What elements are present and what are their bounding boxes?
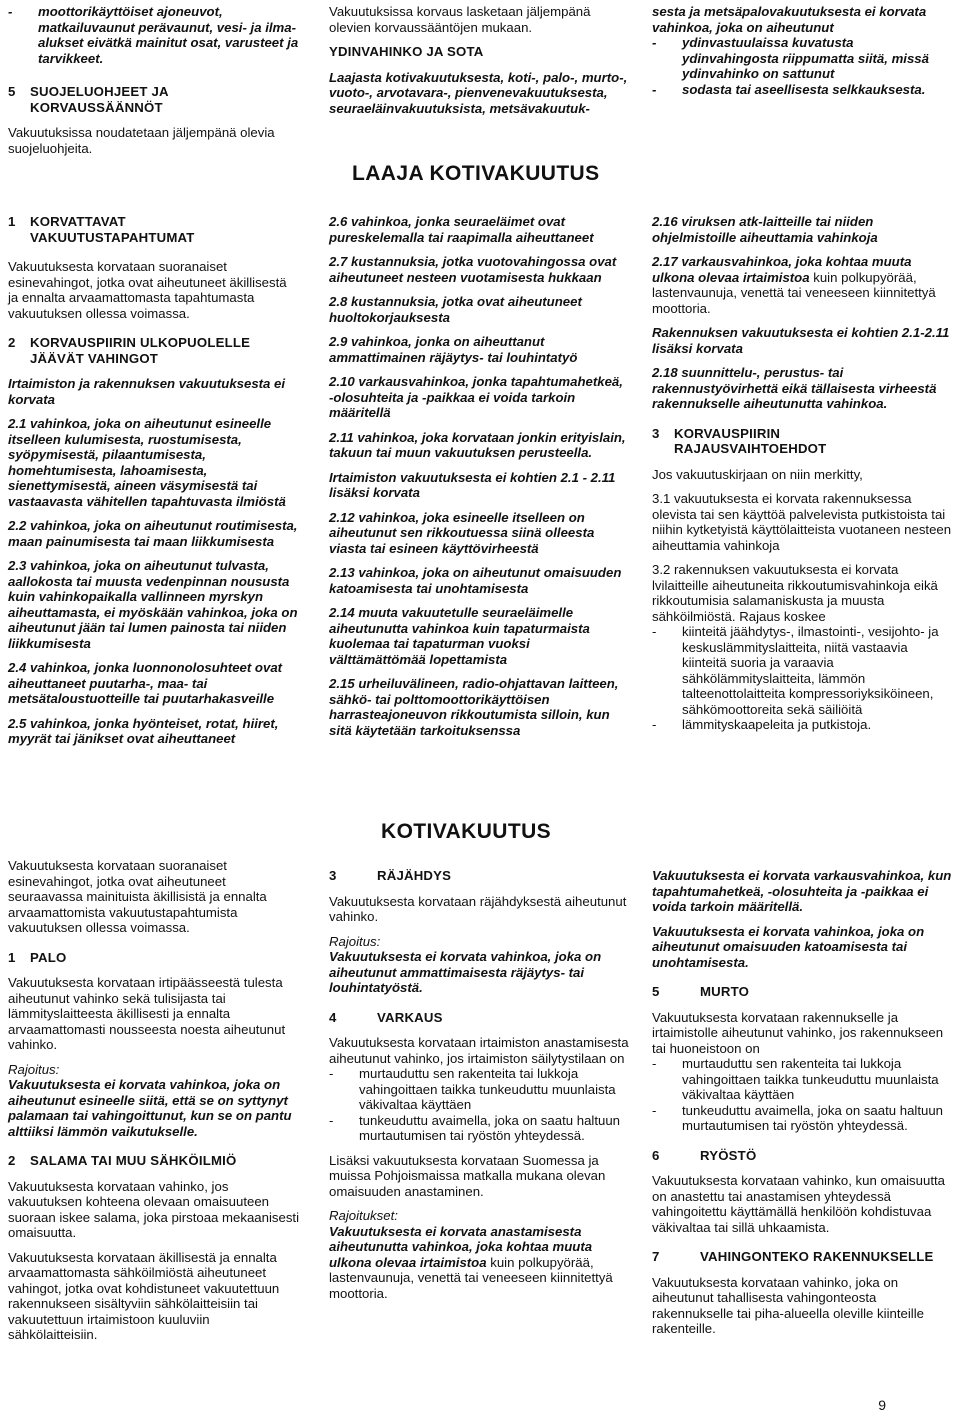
top-column-3 [652, 4, 952, 106]
paragraph: Vakuutuksesta korvataan suoranaiset esinevahingot, jotka ovat aiheutuneet äkillisestä ja ennalta arvaamattomasta tapahtumasta vakuutuksen ollessa voimassa. [8, 259, 287, 321]
paragraph: Vakuutuksesta ei korvata anastamisesta aiheutunutta vahinkoa, joka kohtaa muuta ulkona olevaa irtaimistoa kuin polkupyörää, lastenvaunuja, venettä tai veneeseen kiinnitettyä moottoria. [329, 1223, 613, 1301]
paragraph: 2.15 urheiluvälineen, radio-ohjattavan laitteen, sähkö- tai polttomoottorikäyttöisen harrasteajoneuvon rikkoutumista silloin, kun sitä käytetään tarkoituksenssa [329, 676, 619, 738]
paragraph: 2.11 vahinkoa, joka korvataan jonkin erityislain, takuun tai muun vakuutuksen perusteella. [329, 429, 626, 460]
bullet-list [652, 624, 952, 733]
paragraph: Irtaimiston vakuutuksesta ei kohtien 2.1 - 2.11 lisäksi korvata [329, 469, 616, 500]
section-5-text: Vakuutuksissa noudatetaan jäljempänä olevia suojeluohjeita. [8, 125, 275, 156]
paragraph: Vakuutuksesta korvataan irtipäässeestä tulesta aiheutunut vahinko sekä tulisijasta tai lämmityslaitteesta äkillisesti ja ennalta arvaamattomasti nousseesta noesta aiheutunut vahinko. [8, 975, 286, 1052]
paragraph: 2.1 vahinkoa, joka on aiheutunut esineelle itselleen kulumisesta, ruostumisesta, syöpymisestä, pilaantumisesta, homehtumisesta, lahoamisesta, sienettymisestä, aineen väsymisestä tai vastaavasta vähitellen tapahtuvasta ilmiöstä [8, 416, 286, 509]
section-5-heading: 5 SUOJELUOHJEET JA KORVAUSSÄÄNNÖT [8, 84, 169, 115]
paragraph: 2.6 vahinkoa, jonka seuraeläimet ovat pureskelemalla tai raapimalla aiheuttaneet [329, 214, 594, 245]
section-3-heading: 3 RÄJÄHDYS [329, 868, 452, 883]
bullet-list [329, 1066, 629, 1144]
section-4-heading: 4 VARKAUS [329, 1009, 443, 1025]
paragraph: 2.16 viruksen atk-laitteille tai niiden ohjelmistoille aiheuttamia vahinkoja [652, 214, 878, 245]
bullet-list [652, 35, 952, 97]
section-3-heading: 3 KORVAUSPIIRIN RAJAUSVAIHTOEHDOT [652, 425, 827, 456]
paragraph: Irtaimiston ja rakennuksen vakuutuksesta ei korvata [8, 376, 286, 407]
paragraph: Lisäksi vakuutuksesta korvataan Suomessa ja muissa Pohjoismaissa matkalla mukana olevan omaisuuden anastaminen. [329, 1152, 606, 1199]
paragraph: 3.1 vakuutuksesta ei korvata rakennuksessa olevista tai sen käyttöä palvelevista putkistoista tai niihin kytketyistä käyttölaitteista vuotaneen nesteen aiheuttamia vahinkoja [652, 491, 952, 553]
list-item: - moottorikäyttöiset ajoneuvot, matkailuvaunut perävaunut, vesi- ja ilma-alukset eivätkä mainitut osat, varusteet ja tarvikkeet. [8, 4, 300, 66]
paragraph: Vakuutuksesta korvataan vahinko, jos vakuutuksen kohteena olevaan omaisuuteen suoraan iskee salama, joka pirstoaa mekaanisesti omaisuutta. [8, 1178, 300, 1240]
paragraph: 2.12 vahinkoa, joka esineelle itselleen on aiheutunut sen rikkoutuessa siinä olleesta viasta tai esineen käyttövirheestä [329, 509, 595, 556]
paragraph: 3.2 rakennuksen vakuutuksesta ei korvata lvilaitteille aiheutuneita rikkoutumisvahinkoja eikä rikkoutumisia salamaniskusta ja muusta sähköilmiöstä. Rajaus koskee [652, 562, 938, 624]
paragraph: 2.7 kustannuksia, jotka vuotovahingossa ovat aiheutuneet nesteen vuotamisesta hukkaan [329, 254, 617, 285]
top-column-1 [8, 4, 300, 165]
paragraph: 2.10 varkausvahinkoa, jonka tapahtumahetkeä, -olosuhteita ja -paikkaa ei voida tarkoin määritellä [329, 374, 623, 420]
kotivakuutus-title: KOTIVAKUUTUS [381, 820, 552, 843]
section-5-heading: 5 MURTO [652, 984, 750, 999]
paragraph: 2.3 vahinkoa, joka on aiheutunut tulvasta, aallokosta tai muusta vedenpinnan noususta kuin vahinkopaikalla vallinneen myrskyn aiheuttamasta, ei myöskään vahinkoa, joka on aiheutunut jään tai lumen painosta tai niiden liikkumisesta [8, 558, 298, 651]
top-list [8, 4, 300, 66]
section-1-heading: 1 KORVATTAVAT VAKUUTUSTAPAHTUMAT [8, 214, 195, 245]
section-7-heading: 7 VAHINGONTEKO RAKENNUKSELLE [652, 1249, 934, 1264]
restriction-label: Rajoitus: [8, 1061, 60, 1077]
restriction-label: Rajoitus: [329, 933, 381, 949]
paragraph: 2.2 vahinkoa, joka on aiheutunut routimisesta, maan painumisesta tai maan liikkumisesta [8, 518, 298, 549]
list-item: - sodasta tai aseellisesta selkkauksesta. [652, 82, 952, 98]
paragraph: Vakuutuksesta korvataan räjähdyksestä aiheutunut vahinko. [329, 893, 627, 924]
paragraph: 2.17 varkausvahinkoa, joka kohtaa muuta ulkona olevaa irtaimistoa kuin polkupyörää, lastenvaunuja, venettä tai veneeseen kiinnitettyä moottoria. [652, 254, 936, 316]
restriction-label: Rajoitukset: [329, 1208, 398, 1223]
paragraph: 2.4 vahinkoa, jonka luonnonolosuhteet ovat aiheuttaneet puutarha-, maa- tai metsätaloustuotteille tai puutarhakasveille [8, 660, 283, 706]
paragraph: Vakuutuksesta korvataan äkillisestä ja ennalta arvaamattomasta sähköilmiöstä aiheutuneet vahingot, jotka ovat kohdistuneet vakuutettuun rakennukseen sisältyviin sähkölaitteisiin tai vakuutettuun irtaimistoon kuuluviin sähkölaitteisiin. [8, 1249, 280, 1342]
paragraph: Vakuutuksissa korvaus lasketaan jäljempänä olevien korvaussääntöjen mukaan. [329, 4, 591, 35]
paragraph: 2.9 vahinkoa, jonka on aiheuttanut ammattimainen räjäytys- tai louhintatyö [329, 334, 578, 365]
page-number: 9 [878, 1397, 886, 1413]
paragraph: Vakuutuksesta korvataan suoranaiset esinevahingot, jotka ovat aiheutuneet seuraavassa mainituista äkillisistä ja ennalta arvaamattomista vakuutustapahtumista vakuutuksen ollessa voimassa. [8, 858, 267, 935]
koti-column-1 [8, 858, 300, 1352]
paragraph: Vakuutuksesta ei korvata varkausvahinkoa, kun tapahtumahetkeä, -olosuhteita ja -paikkaa ei voida tarkoin määritellä. [652, 868, 952, 914]
paragraph: Laajasta kotivakuutuksesta, koti-, palo-, murto-, vuoto-, arvotavara-, pienvenevakuutuksesta, seuraeläinvakuutuksista, metsävakuutuk- [329, 69, 628, 116]
laaja-column-3 [652, 214, 952, 742]
list-item: - tunkeuduttu avaimella, joka on saatu haltuun murtautumisen tai ryöstön yhteydessä. [652, 1103, 952, 1134]
list-item: - ydinvastuulaissa kuvatusta ydinvahingosta riippumatta siitä, missä ydinvahinko on sattunut [652, 35, 952, 82]
laaja-column-2 [329, 214, 629, 747]
list-item: - murtauduttu sen rakenteita tai lukkoja vahingoittaen taikka tunkeuduttu muunlaista väkivaltaa käyttäen [329, 1066, 629, 1113]
list-item: - tunkeuduttu avaimella, joka on saatu haltuun murtautumisen tai ryöstön yhteydessä. [329, 1113, 629, 1144]
paragraph: 2.14 muuta vakuutetulle seuraeläimelle aiheutunutta vahinkoa kuin tapaturmaista kuolemaa tai tapaturman vuoksi välttämättömää lopettamista [329, 605, 590, 667]
paragraph: Vakuutuksesta ei korvata vahinkoa, joka on aiheutunut ammattimaisesta räjäytys- tai louhintatyöstä. [329, 949, 602, 995]
section-6-heading: 6 RYÖSTÖ [652, 1147, 757, 1163]
paragraph: Jos vakuutuskirjaan on niin merkitty, [652, 466, 863, 482]
ydinvahinko-heading: YDINVAHINKO JA SOTA [329, 44, 484, 59]
section-1-heading: 1 PALO [8, 949, 67, 965]
section-2-heading: 2 KORVAUSPIIRIN ULKOPUOLELLE JÄÄVÄT VAHINGOT [8, 335, 251, 366]
paragraph: 2.8 kustannuksia, jotka ovat aiheutuneet huoltokorjauksesta [329, 294, 582, 325]
koti-column-2 [329, 868, 629, 1310]
paragraph: Vakuutuksesta korvataan irtaimiston anastamisesta aiheutunut vahinko, jos irtaimiston säilytystilaan on [329, 1035, 629, 1066]
laaja-column-1 [8, 214, 298, 756]
paragraph: Vakuutuksesta ei korvata vahinkoa, joka on aiheutunut esineelle siitä, että se on syttynyt palamaan tai vahingoittunut, kun se on pantu alttiiksi lämmön vaikutukselle. [8, 1077, 292, 1139]
paragraph: 2.13 vahinkoa, joka on aiheutunut omaisuuden katoamisesta tai unohtamisesta [329, 565, 622, 596]
koti-column-3 [652, 868, 952, 1346]
paragraph: Vakuutuksesta korvataan rakennukselle ja irtaimistolle aiheutunut vahinko, jos rakennukseen tai huoneistoon on [652, 1009, 944, 1056]
list-item: - murtauduttu sen rakenteita tai lukkoja vahingoittaen taikka tunkeuduttu muunlaista väkivaltaa käyttäen [652, 1056, 952, 1103]
paragraph: 2.18 suunnittelu-, perustus- tai rakennustyövirhettä eikä tällaisesta virheestä rakennukselle aiheutunutta vahinkoa. [652, 365, 937, 411]
bullet-list [652, 1056, 952, 1134]
paragraph: Vakuutuksesta ei korvata vahinkoa, joka on aiheutunut omaisuuden katoamisesta tai unohtamisesta. [652, 923, 925, 970]
paragraph: Vakuutuksesta korvataan vahinko, joka on aiheutunut tahallisesta vahingonteosta rakennukselle tai piha-alueella oleville kiinteille rakenteille. [652, 1274, 924, 1336]
section-2-heading: 2 SALAMA TAI MUU SÄHKÖILMIÖ [8, 1153, 237, 1168]
top-column-2 [329, 4, 629, 125]
laaja-kotivakuutus-title: LAAJA KOTIVAKUUTUS [352, 162, 600, 185]
paragraph: 2.5 vahinkoa, jonka hyönteiset, rotat, hiiret, myyrät tai jänikset ovat aiheuttaneet [8, 715, 279, 746]
list-item: - lämmityskaapeleita ja putkistoja. [652, 717, 952, 733]
paragraph: sesta ja metsäpalovakuutuksesta ei korvata vahinkoa, joka on aiheutunut [652, 4, 927, 35]
list-item: - kiinteitä jäähdytys-, ilmastointi-, vesijohto- ja keskuslämmityslaitteita, niitä vastaavia kiinteitä suoria ja varaavia sähkölämmityslaitteita, lämmön talteenottolaitteita kompressoriyksiköineen, sähkömoottoreita sekä säiliöitä [652, 624, 952, 717]
paragraph: Vakuutuksesta korvataan vahinko, kun omaisuutta on anastettu tai anastamisen yhteydessä vahingoitettu käyttämällä henkilöön kohdistuvaa väkivaltaa tai sillä uhkaamista. [652, 1173, 945, 1235]
paragraph: Rakennuksen vakuutuksesta ei kohtien 2.1-2.11 lisäksi korvata [652, 325, 950, 356]
